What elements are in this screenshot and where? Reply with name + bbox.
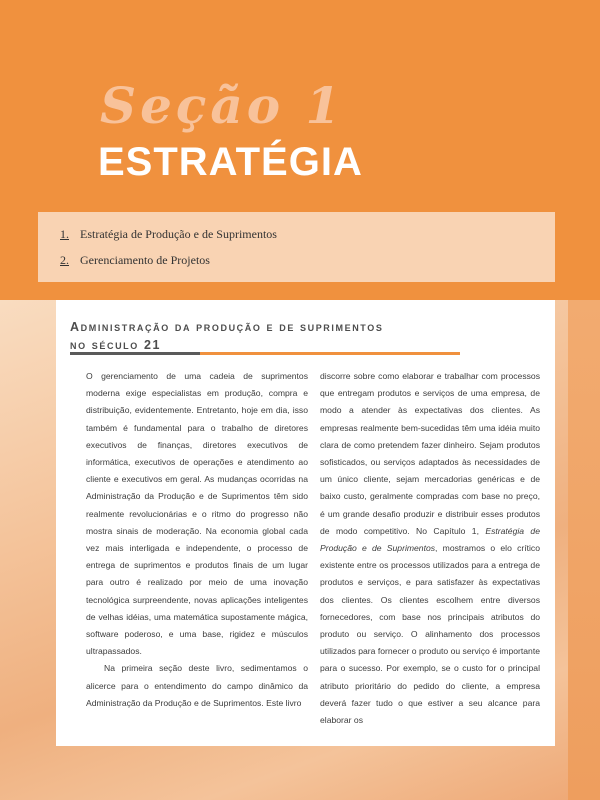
paragraph [320, 368, 540, 729]
section-number: Seção 1 [100, 76, 345, 135]
article-heading-line1: Administração da produção e de suprimentos [70, 320, 384, 334]
toc-item-1 [60, 226, 555, 252]
paragraph-text: , mostramos o elo crítico existente entre os processos utilizados para a entrega de produtos e serviços, e para satisfazer às expectativas dos clientes. Os clientes escolhem entre diversos fornecedores, com base nos principais atributos do produto ou serviço. O alinhamento dos processos utilizados para fornecer o produto ou serviço é importante para o sucesso. Por exemplo, se o custo for o principal atributo prioritário do pedido do cliente, a empresa deverá fazer tudo o que estiver a seu alcance para elaborar os [320, 543, 540, 726]
section-title: ESTRATÉGIA [98, 140, 363, 184]
paragraph: O gerenciamento de uma cadeia de suprimentos moderna exige especialistas em produção, compra e distribuição, evidentemente. Entretanto, hoje em dia, isso também é fundamental para o trabalho de diretores executivos de finanças, diretores executivos de informática, executivos de operações e atendimento ao cliente e executivos em geral. As mudanças ocorridas na Administração da Produção e de Suprimentos têm sido realmente revolucionárias e o ritmo do progresso não mostra sinais de moderação. Na economia global cada vez mais interligada e independente, o processo de entrega de suprimentos e produtos finais de um lugar para outro é realizado por meio de uma inovação tecnológica surpreendente, novas aplicações inteligentes de velhas idéias, uma matemática supostamente mágica, software poderoso, e uma base, rigidez e músculos ultrapassados. [86, 371, 308, 657]
article-heading-line2: no século 21 [70, 338, 162, 352]
text-column-left [86, 368, 308, 712]
chapter-title-italic: Estratégia de Produção e de Suprimentos [320, 525, 540, 554]
heading-rule-orange [200, 352, 460, 355]
heading-rule-dark [70, 352, 200, 355]
paragraph: Na primeira seção deste livro, sedimentamos o alicerce para o entendimento do campo dinâmico da Administração da Produção e de Suprimentos. Este livro [86, 663, 308, 708]
toc-item-label: Estratégia de Produção e de Suprimentos [80, 227, 277, 241]
text-column-right [320, 368, 540, 729]
toc-item-2 [60, 252, 555, 278]
section-contents [38, 212, 555, 282]
toc-item-number: 2. [60, 253, 69, 267]
paragraph-text: discorre sobre como elaborar e trabalhar com processos que entregam produtos e serviços de uma empresa, de modo a atender às expectativas dos clientes. As empresas realmente bem-sucedidas têm uma idéia muito clara de como pretendem fazer dinheiro. Sejam produtos sofisticados, ou serviços adaptados às necessidades de um único cliente, sejam mercadorias genéricas e de baixo custo, geralmente compradas com base no preço, é um grande desafio produzir e distribuir esses produtos de modo competitivo. No Capítulo 1, [320, 371, 540, 536]
right-edge-stripe [568, 300, 600, 800]
toc-item-label: Gerenciamento de Projetos [80, 253, 210, 267]
toc-item-number: 1. [60, 227, 69, 241]
article-heading [70, 318, 383, 354]
